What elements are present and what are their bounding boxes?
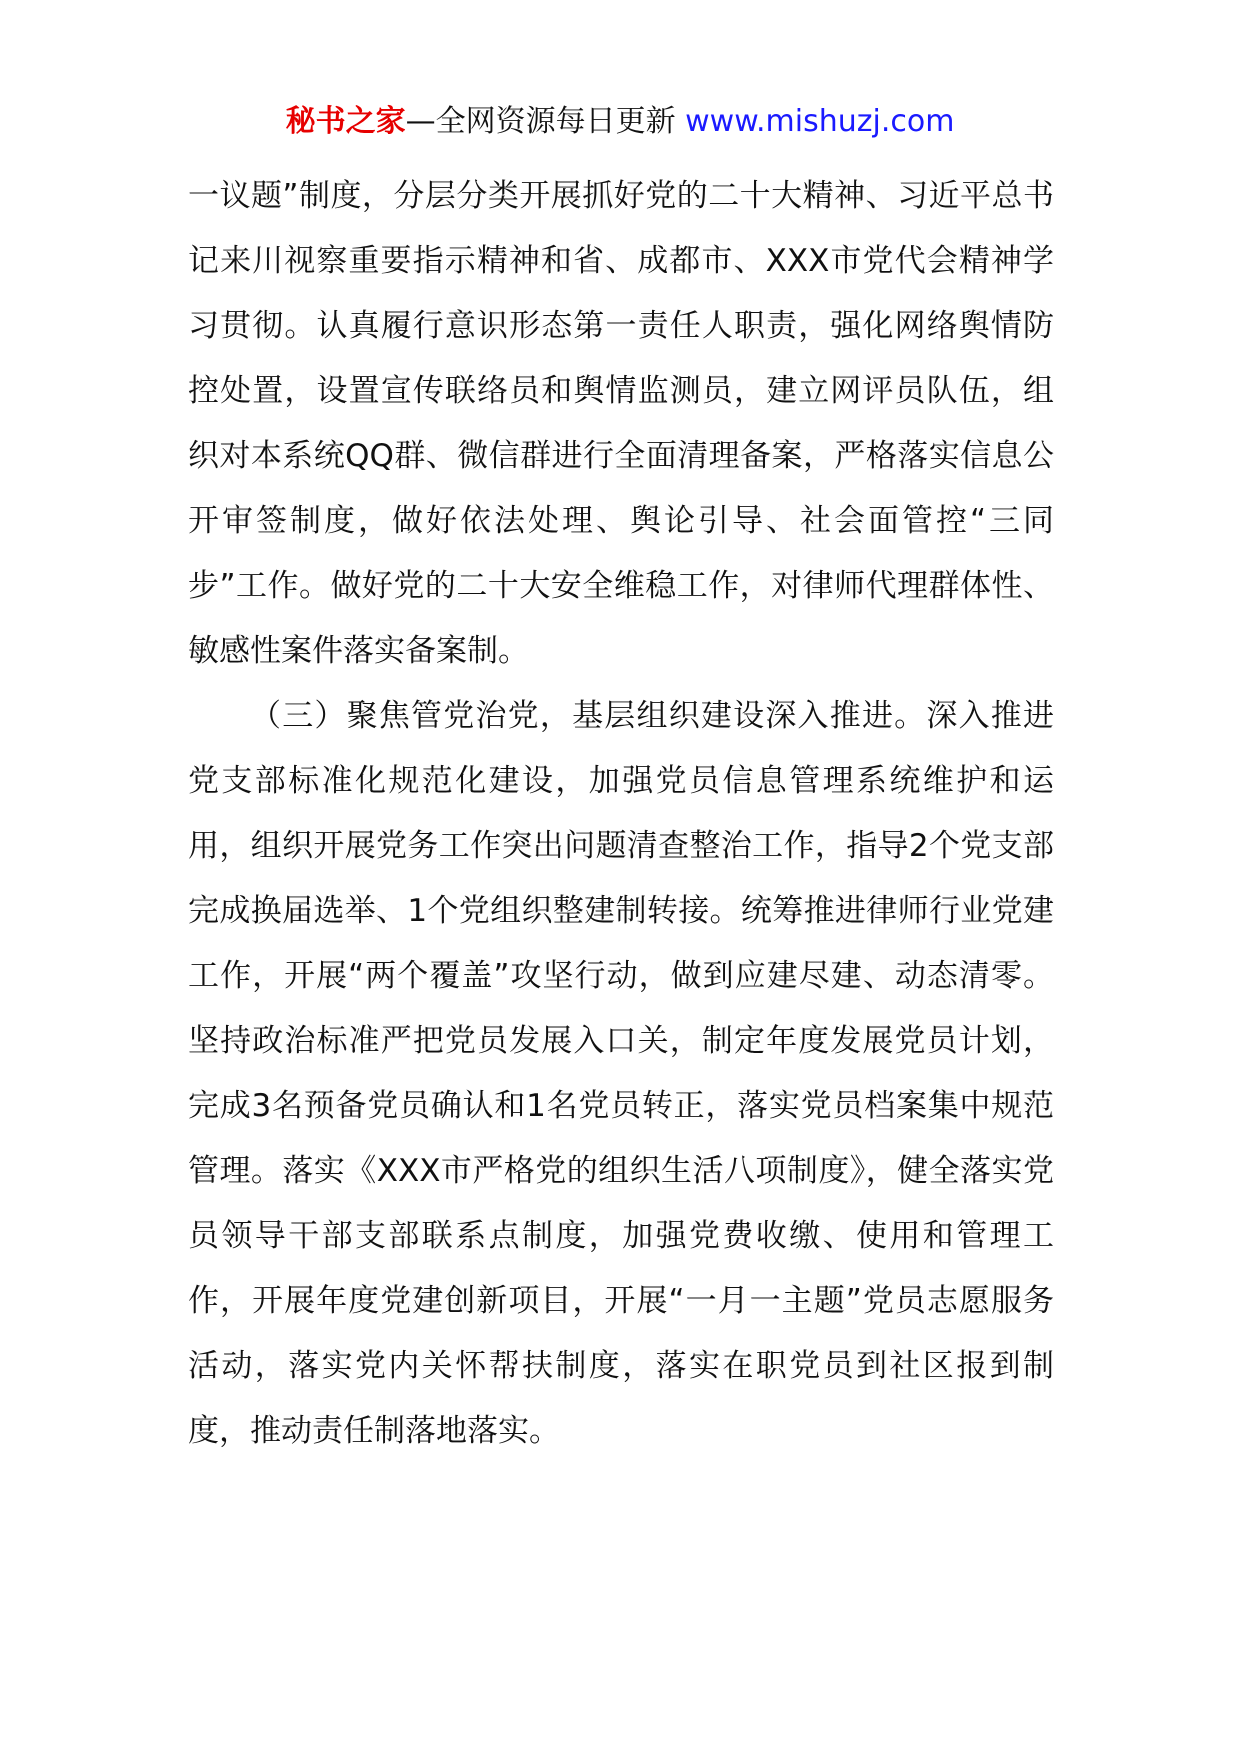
website-link[interactable]: www.mishuzj.com xyxy=(685,104,955,139)
page-header xyxy=(0,100,1240,144)
header-tagline: —全网资源每日更新 xyxy=(405,104,676,139)
brand-name: 秘书之家 xyxy=(285,104,406,139)
document-body xyxy=(188,164,1054,1464)
paragraph-section-three: （三）聚焦管党治党，基层组织建设深入推进。深入推进党支部标准化规范化建设，加强党员信息管理系统维护和运用，组织开展党务工作突出问题清查整治工作，指导2个党支部完成换届选举、1个党组织整建制转接。统筹推进律师行业党建工作，开展“两个覆盖”攻坚行动，做到应建尽建、动态清零。坚持政治标准严把党员发展入口关，制定年度发展党员计划，完成3名预备党员确认和1名党员转正，落实党员档案集中规范管理。落实《XXX市严格党的组织生活八项制度》，健全落实党员领导干部支部联系点制度，加强党费收缴、使用和管理工作，开展年度党建创新项目，开展“一月一主题”党员志愿服务活动，落实党内关怀帮扶制度，落实在职党员到社区报到制度，推动责任制落地落实。 xyxy=(188,698,1054,1449)
paragraph-continuation: 一议题”制度，分层分类开展抓好党的二十大精神、习近平总书记来川视察重要指示精神和省、成都市、XXX市党代会精神学习贯彻。认真履行意识形态第一责任人职责，强化网络舆情防控处置，设置宣传联络员和舆情监测员，建立网评员队伍，组织对本系统QQ群、微信群进行全面清理备案，严格落实信息公开审签制度，做好依法处理、舆论引导、社会面管控“三同步”工作。做好党的二十大安全维稳工作，对律师代理群体性、敏感性案件落实备案制。 xyxy=(188,178,1054,669)
